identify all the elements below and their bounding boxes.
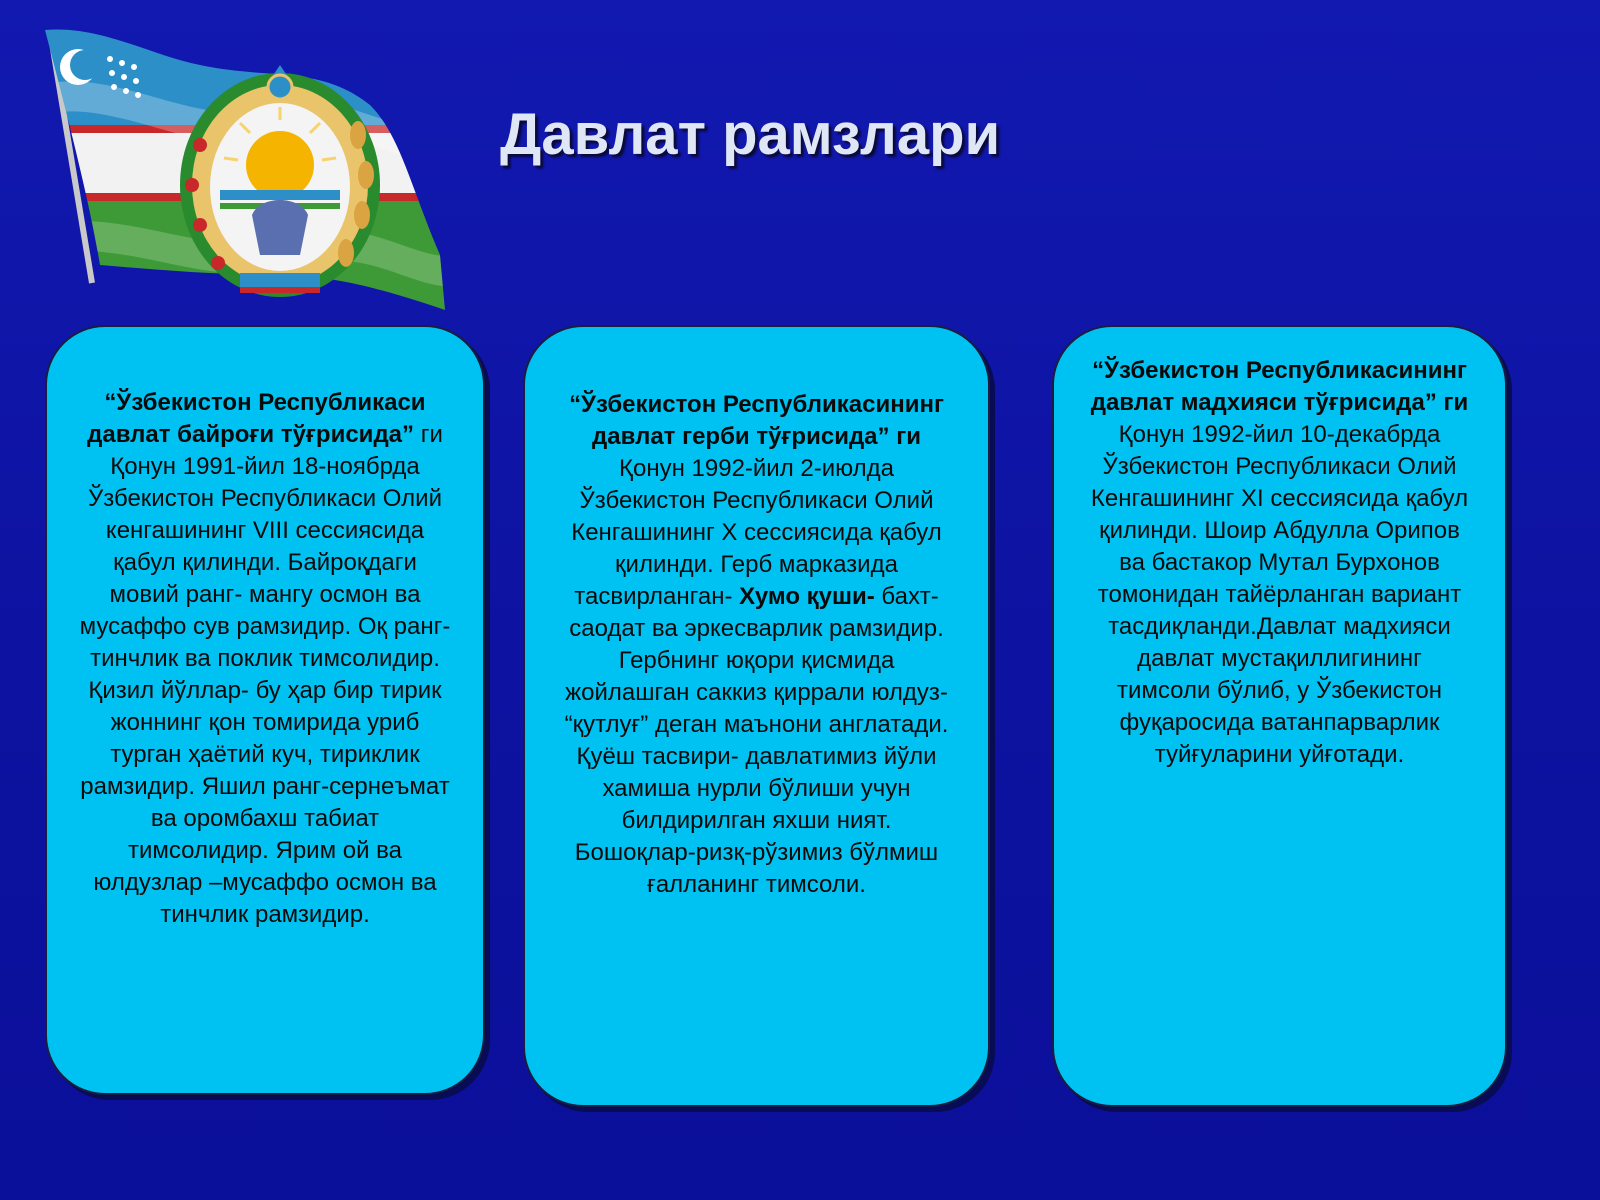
anthem-law-card — [1052, 325, 1507, 1107]
humo-bird-term: Хумо қуши- — [739, 583, 875, 610]
coat-of-arms-law-card — [523, 325, 990, 1107]
flag-law-card — [45, 325, 485, 1095]
coat-of-arms-law-text: Қонун 1992-йил 2-июлда Ўзбекистон Республикаси Олий Кенгашининг Х сессиясида қабул қилинди. Герб марказида тасвирланган- — [571, 455, 942, 610]
coat-of-arms-law-text-continued: бахт-саодат ва эркесварлик рамзидир. Гербнинг юқори қисмида жойлашган саккиз қиррали юлдуз- “қутлуғ” деган маънони англатади. Қуёш тасвири- давлатимиз йўли хамиша нурли бўлиши учун билдирилган яхши ният. Бошоқлар-ризқ-рўзимиз бўлмиш ғалланинг тимсоли. — [564, 583, 949, 898]
flag-law-text: ги Қонун 1991-йил 18-ноябрда Ўзбекистон Республикаси Олий кенгашининг VIII сессиясида қабул қилинди. Байроқдаги мовий ранг- мангу осмон ва мусаффо сув рамзидир. Оқ ранг-тинчлик ва поклик тимсолидир. Қизил йўллар- бу ҳар бир тирик жоннинг қон томирида уриб турган ҳаётий куч, тириклик рамзидир. Яшил ранг-сернеъмат ва оромбахш табиат тимсолидир. Ярим ой ва юлдузлар –мусаффо осмон ва тинчлик рамзидир. — [79, 421, 451, 928]
anthem-law-text: Қонун 1992-йил 10-декабрда Ўзбекистон Республикаси Олий Кенгашининг XI сессиясида қабул қилинди. Шоир Абдулла Орипов ва бастакор Мутал Бурхонов томонидан тайёрланган вариант тасдиқланди.Давлат мадхияси давлат мустақиллигининг тимсоли бўлиб, у Ўзбекистон фуқаросида ватанпарварлик туйғуларини уйғотади. — [1090, 421, 1469, 768]
coat-of-arms-law-heading: “Ўзбекистон Республикасининг давлат герби тўғрисида” ги — [569, 391, 944, 450]
page-title: Давлат рамзлари — [500, 102, 1001, 167]
flag-law-heading: “Ўзбекистон Республикаси давлат байроғи тўғрисида” — [87, 389, 426, 448]
flag-with-coat-of-arms-icon — [40, 25, 460, 320]
anthem-law-heading: “Ўзбекистон Республикасининг давлат мадхияси тўғрисида” ги — [1090, 357, 1469, 416]
